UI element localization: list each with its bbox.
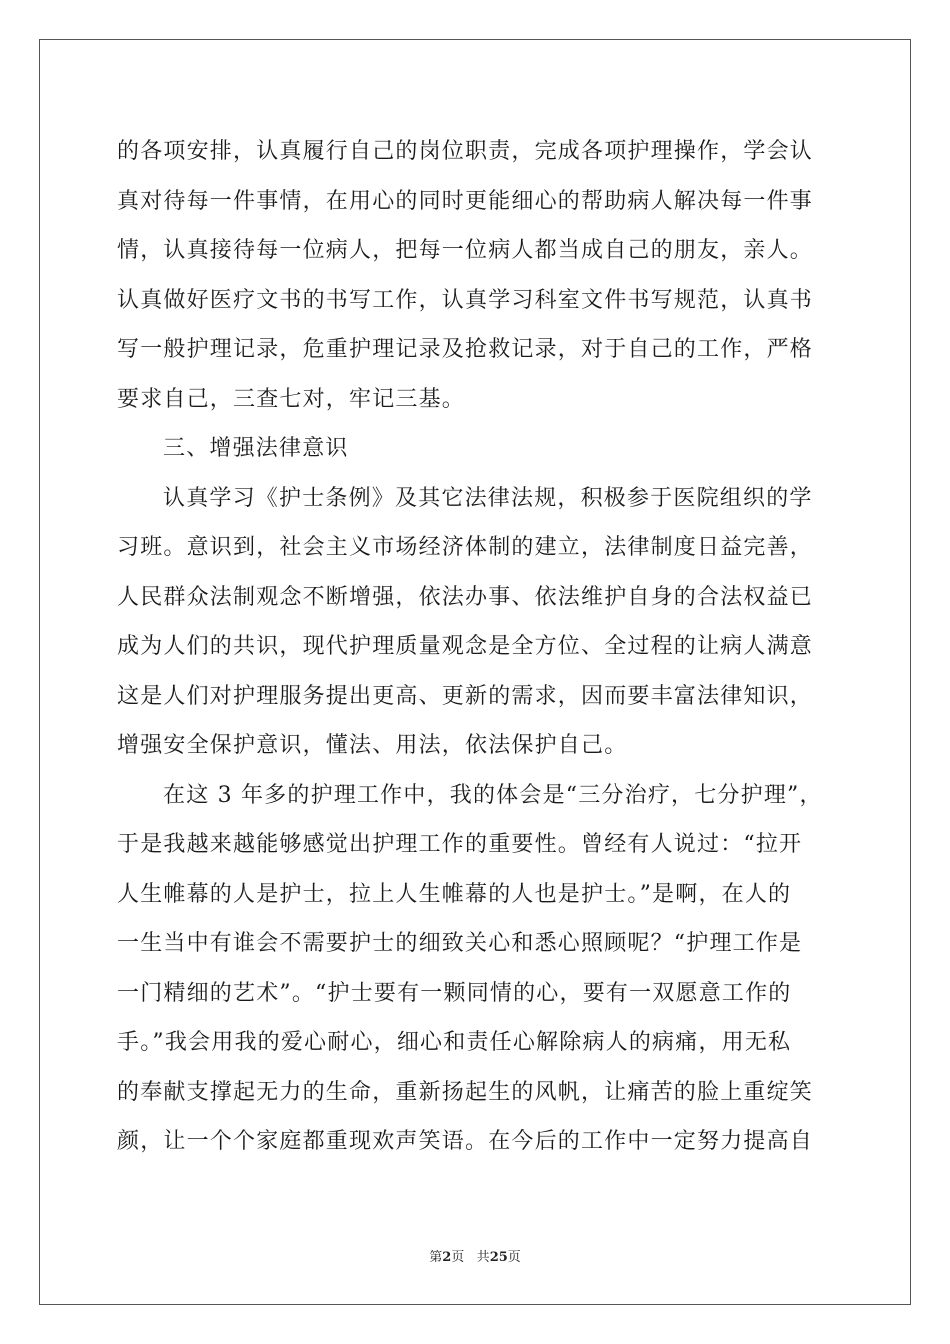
text-line: 这是人们对护理服务提出更高、更新的需求，因而要丰富法律知识， (117, 683, 814, 709)
text-line: 真对待每一件事情，在用心的同时更能细心的帮助病人解决每一件事 (117, 188, 814, 214)
footer-total-prefix: 共 (476, 1250, 490, 1265)
footer-prefix: 第 (429, 1250, 443, 1265)
text-line: 在这 3 年多的护理工作中，我的体会是“三分治疗，七分护理”， (163, 782, 823, 808)
document-body (117, 127, 833, 1167)
text-line: 成为人们的共识，现代护理质量观念是全方位、全过程的让病人满意 (117, 634, 814, 659)
text-line: 增强安全保护意识，懂法、用法，依法保护自己。 (117, 733, 628, 758)
footer-total-suffix: 页 (507, 1250, 521, 1265)
text-line: 颜，让一个个家庭都重现欢声笑语。在今后的工作中一定努力提高自 (117, 1129, 814, 1154)
text-line: 情，认真接待每一位病人，把每一位病人都当成自己的朋友，亲人。 (117, 238, 814, 263)
text-line: 要求自己，三查七对，牢记三基。 (117, 386, 466, 412)
text-line: 于是我越来越能够感觉出护理工作的重要性。曾经有人说过：“拉开 (117, 832, 803, 857)
text-line: 手。”我会用我的爱心耐心，细心和责任心解除病人的病痛，用无私 (117, 1030, 792, 1055)
text-line: 的各项安排，认真履行自己的岗位职责，完成各项护理操作，学会认 (117, 139, 814, 164)
text-line: 人生帷幕的人是护士，拉上人生帷幕的人也是护士。”是啊，在人的 (117, 881, 792, 907)
text-line: 的奉献支撑起无力的生命，重新扬起生的风帆，让痛苦的脸上重绽笑 (117, 1079, 814, 1105)
section-heading: 三、增强法律意识 (163, 436, 349, 461)
text-line: 认真做好医疗文书的书写工作，认真学习科室文件书写规范，认真书 (117, 287, 814, 313)
text-line: 认真学习《护士条例》及其它法律法规，积极参于医院组织的学 (163, 485, 813, 511)
page-footer (0, 1246, 950, 1265)
text-line: 人民群众法制观念不断增强，依法办事、依法维护自身的合法权益已 (117, 584, 814, 610)
text-line: 习班。意识到，社会主义市场经济体制的建立，法律制度日益完善， (117, 535, 814, 560)
text-line: 写一般护理记录，危重护理记录及抢救记录，对于自己的工作，严格 (117, 337, 814, 362)
page-number: 2 (442, 1250, 452, 1265)
text-line: 一生当中有谁会不需要护士的细致关心和悉心照顾呢？“护理工作是 (117, 931, 803, 956)
text-line: 一门精细的艺术”。“护士要有一颗同情的心，要有一双愿意工作的 (117, 980, 792, 1006)
total-pages: 25 (489, 1250, 508, 1265)
footer-page-suffix: 页 (451, 1250, 465, 1265)
